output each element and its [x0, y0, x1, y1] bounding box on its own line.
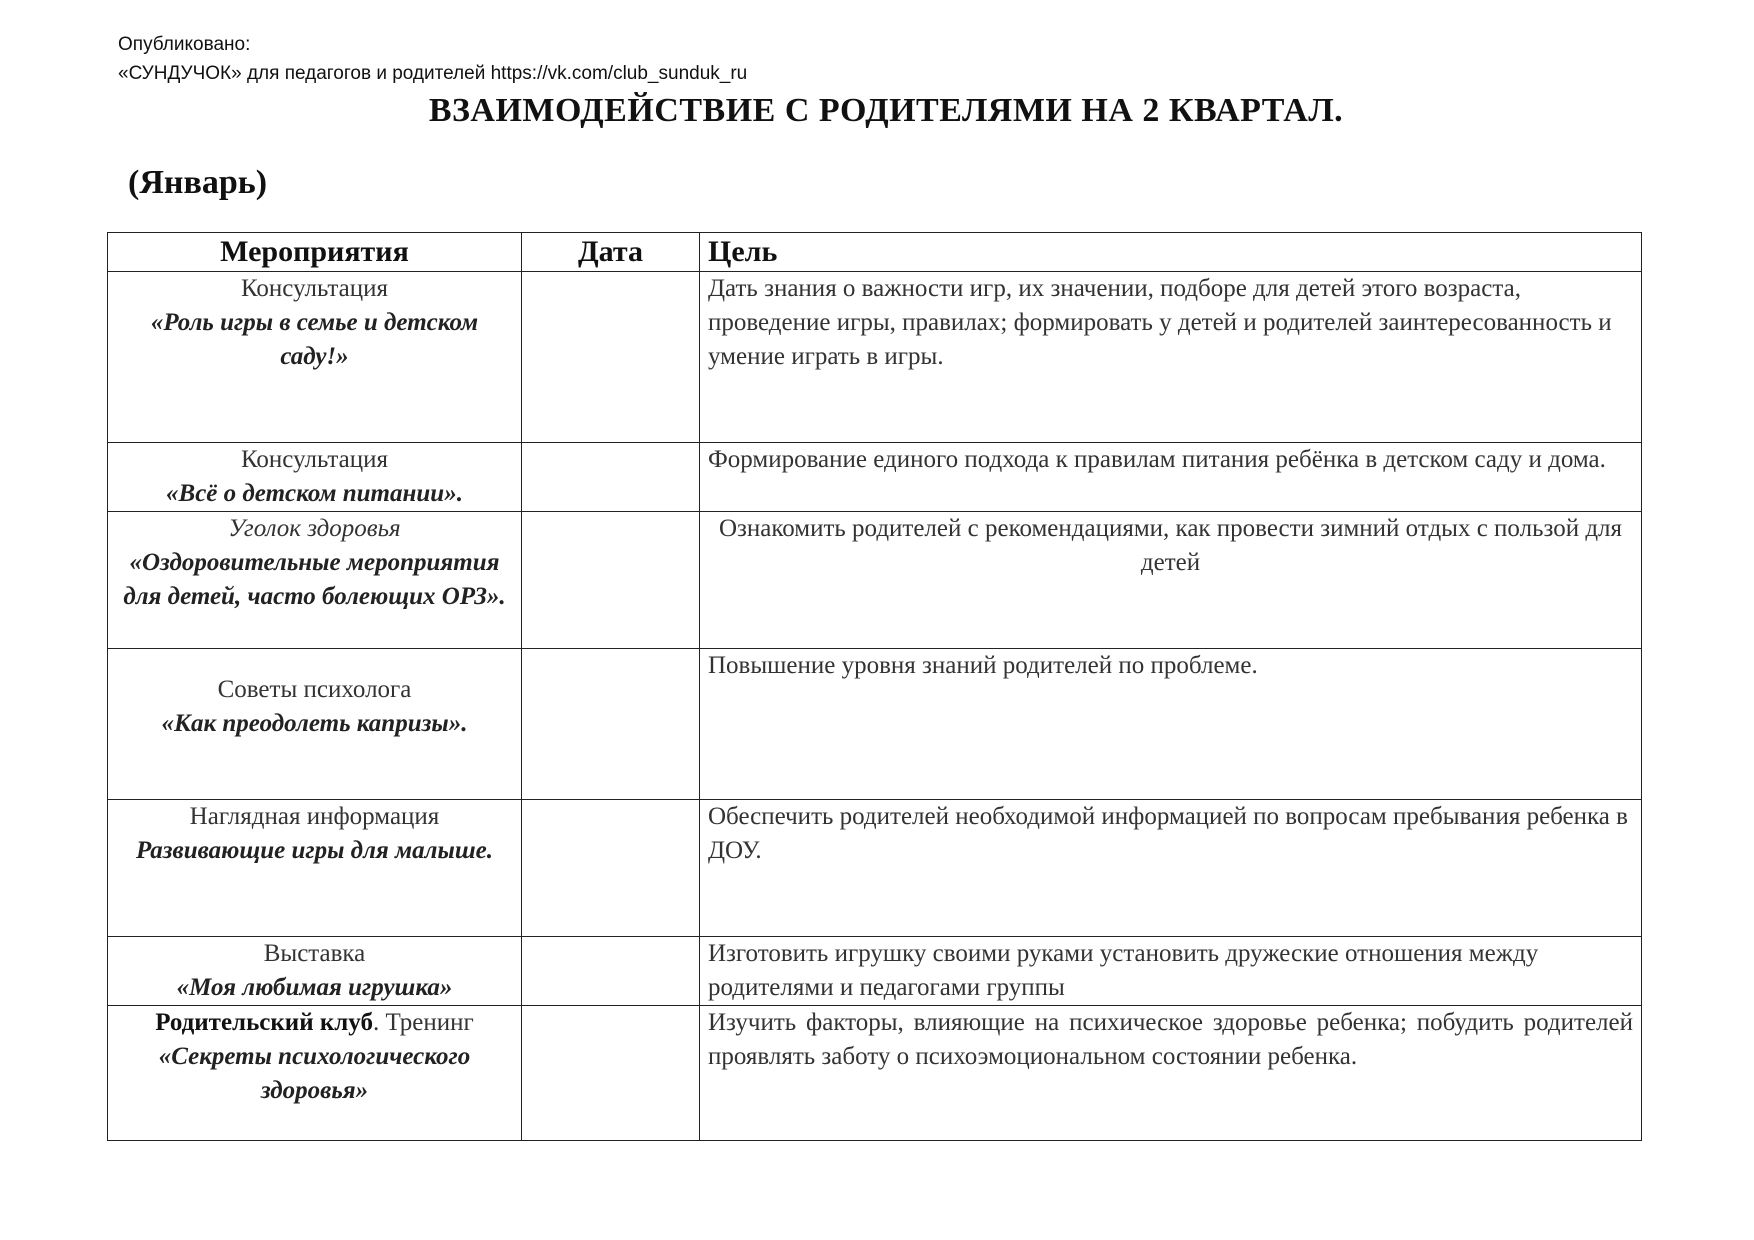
month-heading: (Январь) [128, 164, 268, 201]
event-type: Консультация [241, 446, 388, 473]
page-title: ВЗАИМОДЕЙСТВИЕ С РОДИТЕЛЯМИ НА 2 КВАРТАЛ. [428, 92, 1344, 129]
goal-cell: Изучить факторы, влияющие на психическое здоровье ребенка; побудить родителей проявлять заботу о психоэмоциональном состоянии ребенка. [700, 1006, 1642, 1141]
column-header-event: Мероприятия [108, 233, 522, 272]
event-type: Наглядная информация [189, 803, 440, 830]
event-name: «Моя любимая игрушка» [176, 974, 453, 1001]
table-row [108, 512, 1642, 649]
event-cell [108, 272, 522, 443]
event-name: Развивающие игры для малыше. [135, 837, 494, 864]
event-name: «Как преодолеть капризы». [161, 710, 468, 737]
goal-cell: Формирование единого подхода к правилам питания ребёнка в детском саду и дома. [700, 443, 1642, 512]
event-name: «Роль игры в семье и детском саду!» [150, 309, 479, 370]
activities-table [107, 232, 1642, 1141]
table-header-row [108, 233, 1642, 272]
date-cell [522, 272, 700, 443]
event-cell [108, 1006, 522, 1141]
date-cell [522, 649, 700, 800]
goal-cell: Изготовить игрушку своими руками установить дружеские отношения между родителями и педагогами группы [700, 937, 1642, 1006]
date-cell [522, 937, 700, 1006]
column-header-goal: Цель [700, 233, 1642, 272]
published-label: Опубликовано: [118, 34, 251, 55]
event-type-suffix: . Тренинг [372, 1009, 474, 1036]
table-row [108, 649, 1642, 800]
event-cell [108, 443, 522, 512]
event-name: «Всё о детском питании». [166, 480, 463, 507]
goal-cell: Обеспечить родителей необходимой информацией по вопросам пребывания ребенка в ДОУ. [700, 800, 1642, 937]
table-row [108, 800, 1642, 937]
table-row [108, 443, 1642, 512]
event-type: Родительский клуб [155, 1009, 373, 1036]
event-type: Консультация [241, 275, 388, 302]
date-cell [522, 1006, 700, 1141]
column-header-date: Дата [522, 233, 700, 272]
table-row [108, 272, 1642, 443]
event-cell [108, 512, 522, 649]
event-type: Выставка [263, 940, 366, 967]
date-cell [522, 512, 700, 649]
event-cell [108, 937, 522, 1006]
event-name: «Секреты психологического здоровья» [158, 1043, 471, 1104]
date-cell [522, 443, 700, 512]
publication-note [118, 30, 747, 88]
event-type: Советы психолога [217, 676, 412, 703]
goal-cell: Дать знания о важности игр, их значении, подборе для детей этого возраста, проведение игры, правилах; формировать у детей и родителей заинтересованность и умение играть в игры. [700, 272, 1642, 443]
event-type: Уголок здоровья [228, 515, 401, 542]
source-line: «СУНДУЧОК» для педагогов и родителей https://vk.com/club_sunduk_ru [118, 63, 748, 84]
goal-cell: Ознакомить родителей с рекомендациями, как провести зимний отдых с пользой для детей [700, 512, 1642, 649]
event-cell [108, 800, 522, 937]
event-cell [108, 649, 522, 800]
table-row [108, 1006, 1642, 1141]
date-cell [522, 800, 700, 937]
goal-cell: Повышение уровня знаний родителей по проблеме. [700, 649, 1642, 800]
event-name: «Оздоровительные мероприятия для детей, часто болеющих ОРЗ». [123, 549, 506, 610]
table-row [108, 937, 1642, 1006]
